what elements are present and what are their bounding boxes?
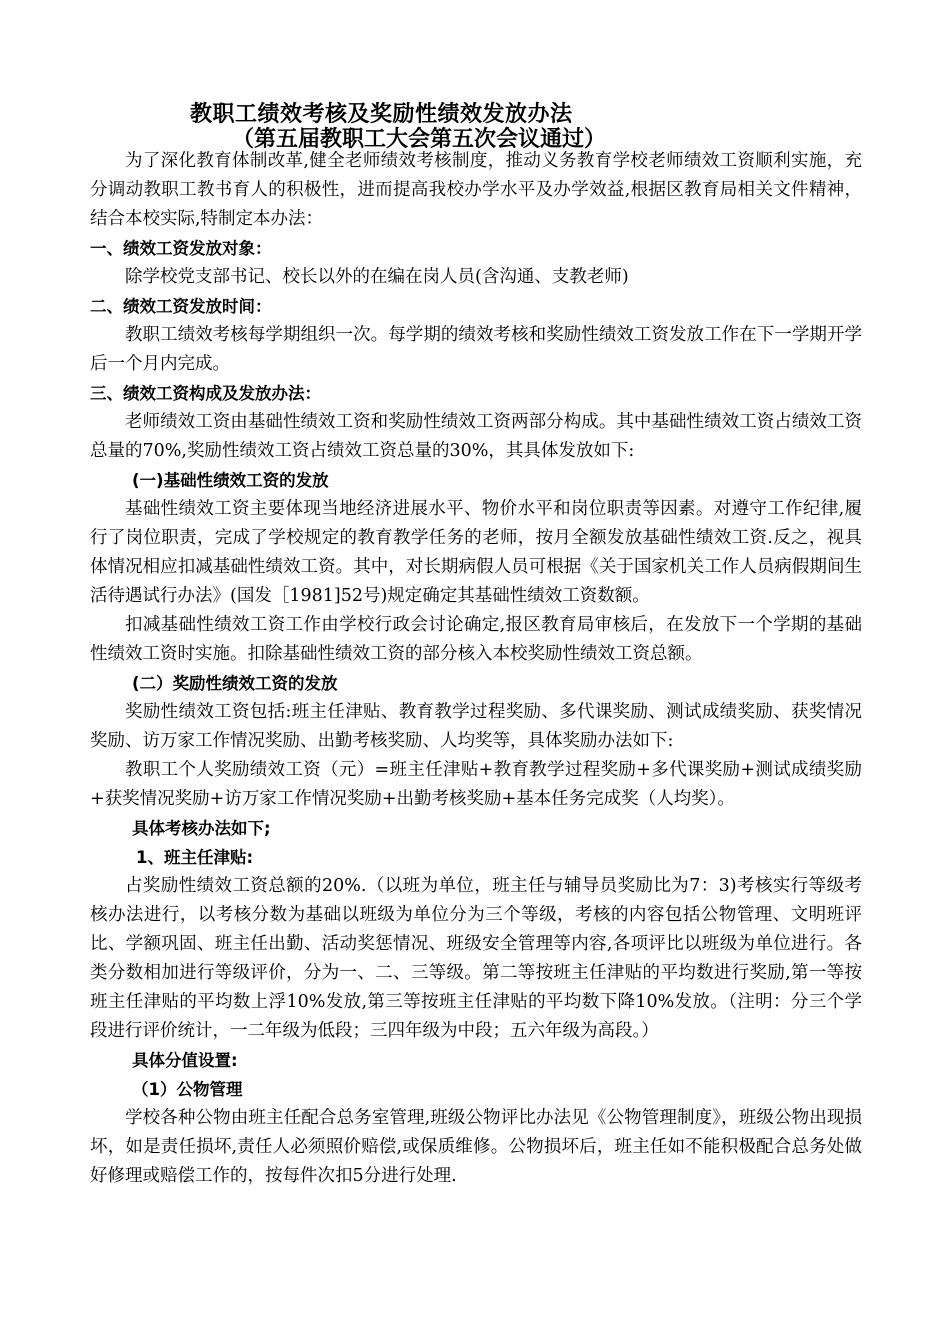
sub-heading-public-property: （1）公物管理 (132, 1080, 243, 1099)
part-heading-basic: (一)基础性绩效工资的发放 (132, 471, 329, 490)
section-heading-1: 一、绩效工资发放对象： (90, 239, 272, 258)
document-title: 教职工绩效考核及奖励性绩效发放办法 (190, 102, 573, 127)
item-text-class-teacher: 占奖励性绩效工资总额的20%.（以班为单位，班主任与辅导员奖励比为7：3)考核实行等级考核办法进行，以考核分数为基础以班级为单位分为三个等级，考核的内容包括公物管理、文明班评比、学额巩固、班主任出勤、活动奖惩情况、班级安全管理等内容,各项评比以班级为单位进行。各类分数相加进行等级评价，分为一、二、三等级。第二等按班主任津贴的平均数进行奖励,第一等按班主任津贴的平均数上浮10%发放,第三等按班主任津贴的平均数下降10%发放。（注明：分三个学段进行评价统计，一二年级为低段；三四年级为中段；五六年级为高段。） (90, 876, 862, 1041)
part-incentive-paragraph-1: 奖励性绩效工资包括:班主任津贴、教育教学过程奖励、多代课奖励、测试成绩奖励、获奖情况奖励、访万家工作情况奖励、出勤考核奖励、人均奖等，具体奖励办法如下: (90, 702, 862, 751)
section-heading-2: 二、绩效工资发放时间： (90, 297, 272, 316)
document-subtitle: （第五届教职工大会第五次会议通过） (232, 127, 607, 152)
document-body (90, 147, 862, 1191)
item-heading-class-teacher: 1、班主任津贴: (136, 848, 254, 867)
intro-paragraph: 为了深化教育体制改革,健全老师绩效考核制度，推动义务教育学校老师绩效工资顺利实施，充分调动教职工教书育人的积极性，进而提高我校办学水平及办学效益,根据区教育局相关文件精神，结合本校实际,特制定本办法： (90, 151, 862, 229)
score-heading: 具体分值设置: (132, 1051, 238, 1070)
part-heading-incentive: (二）奖励性绩效工资的发放 (132, 674, 338, 693)
section-heading-3: 三、绩效工资构成及发放办法： (90, 384, 321, 403)
sub-text-public-property: 学校各种公物由班主任配合总务室管理,班级公物评比办法见《公物管理制度》，班级公物出现损坏，如是责任损坏,责任人必须照价赔偿,或保质维修。公物损坏后，班主任如不能积极配合总务处做好修理或赔偿工作的，按每件次扣5分进行处理. (90, 1108, 862, 1186)
method-heading: 具体考核办法如下; (132, 819, 271, 838)
part-incentive-paragraph-2: 教职工个人奖励绩效工资（元）=班主任津贴+教育教学过程奖励+多代课奖励+测试成绩奖励+获奖情况奖励+访万家工作情况奖励+出勤考核奖励+基本任务完成奖（人均奖）。 (90, 760, 862, 809)
section-text-3: 老师绩效工资由基础性绩效工资和奖励性绩效工资两部分构成。其中基础性绩效工资占绩效工资总量的70%,奖励性绩效工资占绩效工资总量的30%，其具体发放如下: (90, 412, 862, 461)
section-text-2: 教职工绩效考核每学期组织一次。每学期的绩效考核和奖励性绩效工资发放工作在下一学期开学后一个月内完成。 (90, 325, 862, 374)
part-basic-paragraph-1: 基础性绩效工资主要体现当地经济进展水平、物价水平和岗位职责等因素。对遵守工作纪律,履行了岗位职责，完成了学校规定的教育教学任务的老师，按月全额发放基础性绩效工资.反之，视具体情况相应扣减基础性绩效工资。其中，对长期病假人员可根据《关于国家机关工作人员病假期间生活待遇试行办法》(国发［1981]52号)规定确定其基础性绩效工资数额。 (90, 499, 862, 606)
part-basic-paragraph-2: 扣减基础性绩效工资工作由学校行政会讨论确定,报区教育局审核后，在发放下一个学期的基础性绩效工资时实施。扣除基础性绩效工资的部分核入本校奖励性绩效工资总额。 (90, 615, 862, 664)
section-text-1: 除学校党支部书记、校长以外的在编在岗人员(含沟通、支教老师) (125, 267, 629, 287)
